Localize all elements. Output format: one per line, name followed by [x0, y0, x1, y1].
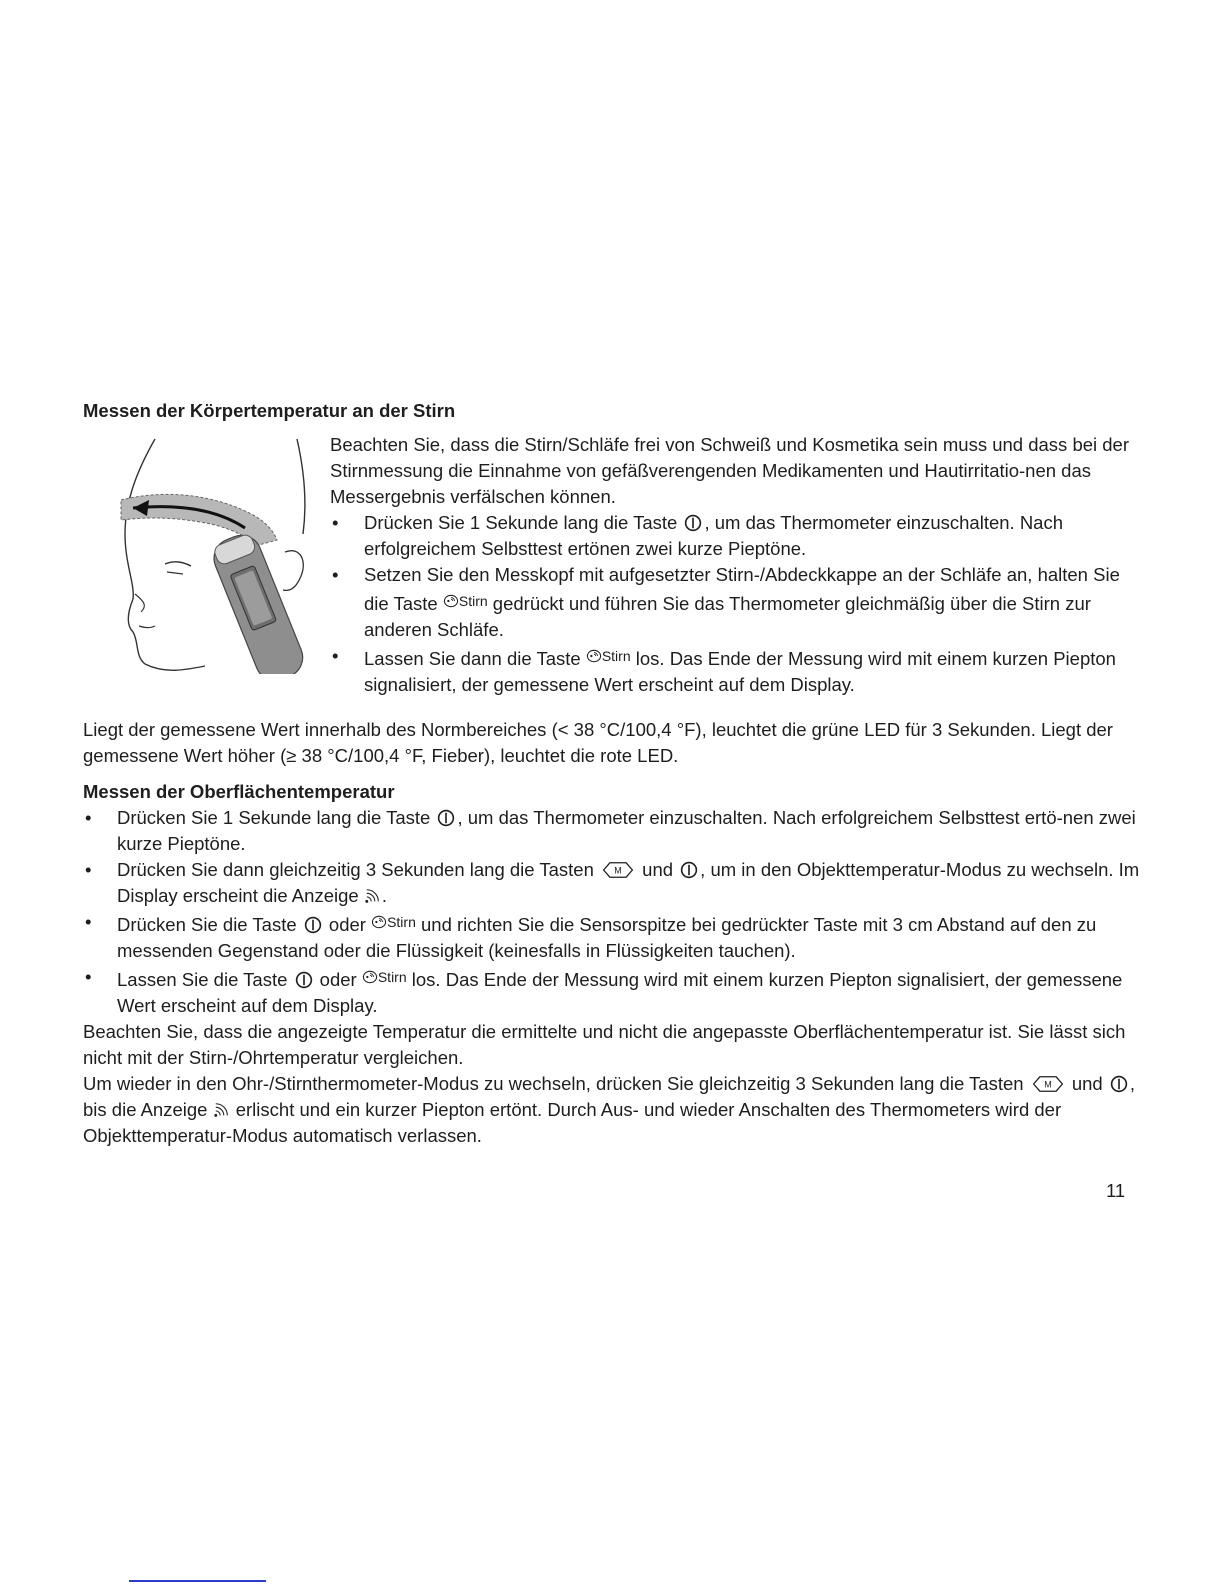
list-item-text: oder — [328, 914, 366, 935]
list-item — [330, 643, 1130, 698]
list-item-text: los. Das Ende der Messung wird mit einem kurzen Piepton signalisiert, der gemessene Wert erscheint auf dem Display. — [117, 969, 1123, 1016]
section-heading: Messen der Körpertemperatur an der Stirn — [83, 400, 456, 421]
list-item-text: , um das Thermometer einzuschalten. Nach erfolgreichem Selbsttest ertönen zwei kurze Pieptöne. — [364, 512, 1064, 559]
power-button-icon — [1110, 1075, 1128, 1093]
list-item-text: Lassen Sie die Taste — [117, 969, 288, 990]
list-item-text: oder — [319, 969, 357, 990]
paragraph-text: Um wieder in den Ohr-/Stirnthermometer-Modus zu wechseln, drücken Sie gleichzeitig 3 Sekunden lang die Tasten — [83, 1073, 1024, 1094]
power-button-icon — [680, 861, 698, 879]
stirn-label: Stirn — [601, 648, 631, 664]
list-item-text: los. Das Ende der Messung wird mit einem kurzen Piepton signalisiert, der gemessene Wert erscheint auf dem Display. — [364, 648, 1116, 695]
mode-button-icon — [1031, 1075, 1065, 1093]
power-button-icon — [684, 514, 702, 532]
return-paragraph — [83, 1071, 1143, 1149]
list-item-text: . — [381, 885, 387, 906]
mode-button-icon — [601, 861, 635, 879]
list-item-text: und richten Sie die Sensorspitze bei gedrückter Taste mit 3 cm Abstand auf den zu messenden Gegenstand oder die Flüssigkeit (keinesfalls in Flüssigkeiten tauchen). — [117, 914, 1097, 961]
paragraph-text: und — [1071, 1073, 1103, 1094]
list-item-text: und — [642, 859, 674, 880]
section-forehead — [83, 398, 1143, 695]
surface-mode-icon — [364, 888, 382, 904]
intro-text: Beachten Sie, dass die Stirn/Schläfe frei von Schweiß und Kosmetika sein muss und dass bei der Stirnmessung die Einnahme von gefäßverengenden Medikamenten und Hautirritatio-nen das Messergebnis verfälschen können. — [330, 434, 1130, 507]
footer-divider — [129, 1580, 266, 1582]
list-item-text: Drücken Sie 1 Sekunde lang die Taste — [364, 512, 678, 533]
paragraph-text: , bis die Anzeige — [83, 1073, 1135, 1120]
list-item — [83, 857, 1143, 909]
instruction-list — [330, 510, 1130, 698]
list-item-text: Setzen Sie den Messkopf mit aufgesetzter Stirn-/Abdeckkappe an der Schläfe an, halten Sie die Taste — [364, 564, 1120, 614]
section-surface — [83, 717, 1143, 1149]
stirn-button-icon — [443, 593, 488, 614]
list-item-text: , um das Thermometer einzuschalten. Nach erfolgreichem Selbsttest ertö-nen zwei kurze Pieptöne. — [117, 807, 1136, 854]
list-item — [330, 562, 1130, 643]
forehead-measurement-illustration — [105, 434, 315, 674]
list-item-text: gedrückt und führen Sie das Thermometer gleichmäßig über die Stirn zur anderen Schläfe. — [364, 593, 1091, 640]
list-item — [83, 805, 1143, 857]
list-item — [330, 510, 1130, 562]
page-number: 11 — [1106, 1180, 1126, 1201]
list-item-text: Drücken Sie 1 Sekunde lang die Taste — [117, 807, 431, 828]
intro-block — [330, 432, 1130, 698]
stirn-label: Stirn — [387, 914, 416, 930]
list-item — [83, 909, 1143, 964]
stirn-button-icon — [362, 969, 407, 990]
stirn-label: Stirn — [458, 593, 488, 609]
stirn-button-icon — [371, 914, 416, 935]
instruction-list — [83, 805, 1143, 1019]
list-item — [83, 964, 1143, 1019]
list-item-text: Drücken Sie die Taste — [117, 914, 297, 935]
list-item-text: Drücken Sie dann gleichzeitig 3 Sekunden lang die Tasten — [117, 859, 594, 880]
power-button-icon — [304, 916, 322, 934]
power-button-icon — [437, 809, 455, 827]
list-item-text: Lassen Sie dann die Taste — [364, 648, 581, 669]
led-paragraph: Liegt der gemessene Wert innerhalb des Normbereiches (< 38 °C/100,4 °F), leuchtet die grüne LED für 3 Sekunden. Liegt der gemessene Wert höher (≥ 38 °C/100,4 °F, Fieber), leuchtet die rote LED. — [83, 719, 1113, 766]
power-button-icon — [295, 971, 313, 989]
stirn-label: Stirn — [377, 969, 407, 985]
surface-mode-icon — [213, 1102, 231, 1118]
stirn-button-icon — [586, 648, 631, 669]
list-item-text: , um in den Objekttemperatur-Modus zu wechseln. Im Display erscheint die Anzeige — [117, 859, 1140, 906]
paragraph-text: erlischt und ein kurzer Piepton ertönt. Durch Aus- und wieder Anschalten des Thermometers wird der Objekttemperatur-Modus automatisch verlassen. — [83, 1099, 1062, 1146]
note-paragraph: Beachten Sie, dass die angezeigte Temperatur die ermittelte und nicht die angepasste Oberflächentemperatur ist. Sie lässt sich nicht mit der Stirn-/Ohrtemperatur vergleichen. — [83, 1021, 1126, 1068]
section-heading: Messen der Oberflächentemperatur — [83, 781, 395, 802]
